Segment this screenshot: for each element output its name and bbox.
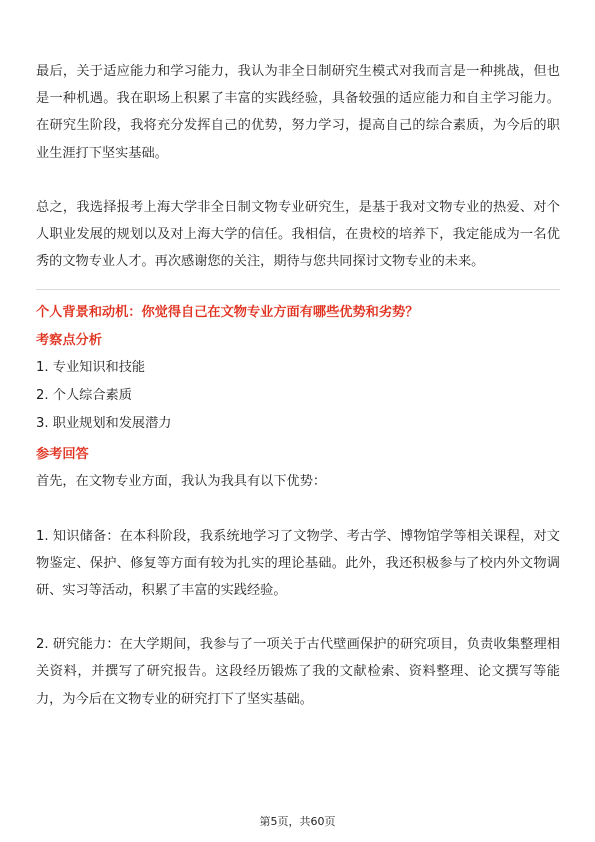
analysis-item: 3. 职业规划和发展潜力 [36, 416, 172, 432]
answer-heading: 参考回答 [36, 447, 89, 463]
page-number-footer: 第5页，共60页 [259, 815, 336, 828]
answer-point-knowledge [36, 523, 560, 605]
answer-intro [36, 468, 560, 495]
analysis-item: 2. 个人综合素质 [36, 388, 132, 404]
analysis-item: 1. 专业知识和技能 [36, 360, 146, 376]
paragraph-gap [36, 496, 560, 523]
paragraph-text: 1. 知识储备：在本科阶段，我系统地学习了文物学、考古学、博物馆学等相关课程，对文物鉴定、保护、修复等方面有较为扎实的理论基础。此外，我还积极参与了校内外文物调研、实习等活动，积累了丰富的实践经验。 [36, 528, 560, 599]
closing-paragraph-summary [36, 194, 560, 276]
paragraph-text: 首先，在文物专业方面，我认为我具有以下优势： [36, 474, 327, 490]
paragraph-gap [36, 167, 560, 194]
paragraph-text: 2. 研究能力：在大学期间，我参与了一项关于古代壁画保护的研究项目，负责收集整理相关资料，并撰写了研究报告。这段经历锻炼了我的文献检索、资料整理、论文撰写等能力，为今后在文物专业的研究打下了坚实基础。 [36, 637, 560, 707]
closing-paragraph-adaptability [36, 58, 560, 167]
paragraph-gap [36, 604, 560, 631]
paragraph-text: 最后，关于适应能力和学习能力，我认为非全日制研究生模式对我而言是一种挑战，但也是一种机遇。我在职场上积累了丰富的实践经验，具备较强的适应能力和自主学习能力。在研究生阶段，我将充分发挥自己的优势，努力学习，提高自己的综合素质，为今后的职业生涯打下坚实基础。 [36, 64, 560, 161]
question-title: 个人背景和动机：你觉得自己在文物专业方面有哪些优势和劣势？ [36, 305, 419, 321]
paragraph-text: 总之，我选择报考上海大学非全日制文物专业研究生，是基于我对文物专业的热爱、对个人职业发展的规划以及对上海大学的信任。我相信，在贵校的培养下，我定能成为一名优秀的文物专业人才。再次感谢您的关注，期待与您共同探讨文物专业的未来。 [36, 199, 560, 270]
analysis-heading: 考察点分析 [36, 333, 102, 349]
answer-point-research [36, 631, 560, 713]
section-divider [36, 289, 560, 290]
page-content [36, 58, 560, 713]
